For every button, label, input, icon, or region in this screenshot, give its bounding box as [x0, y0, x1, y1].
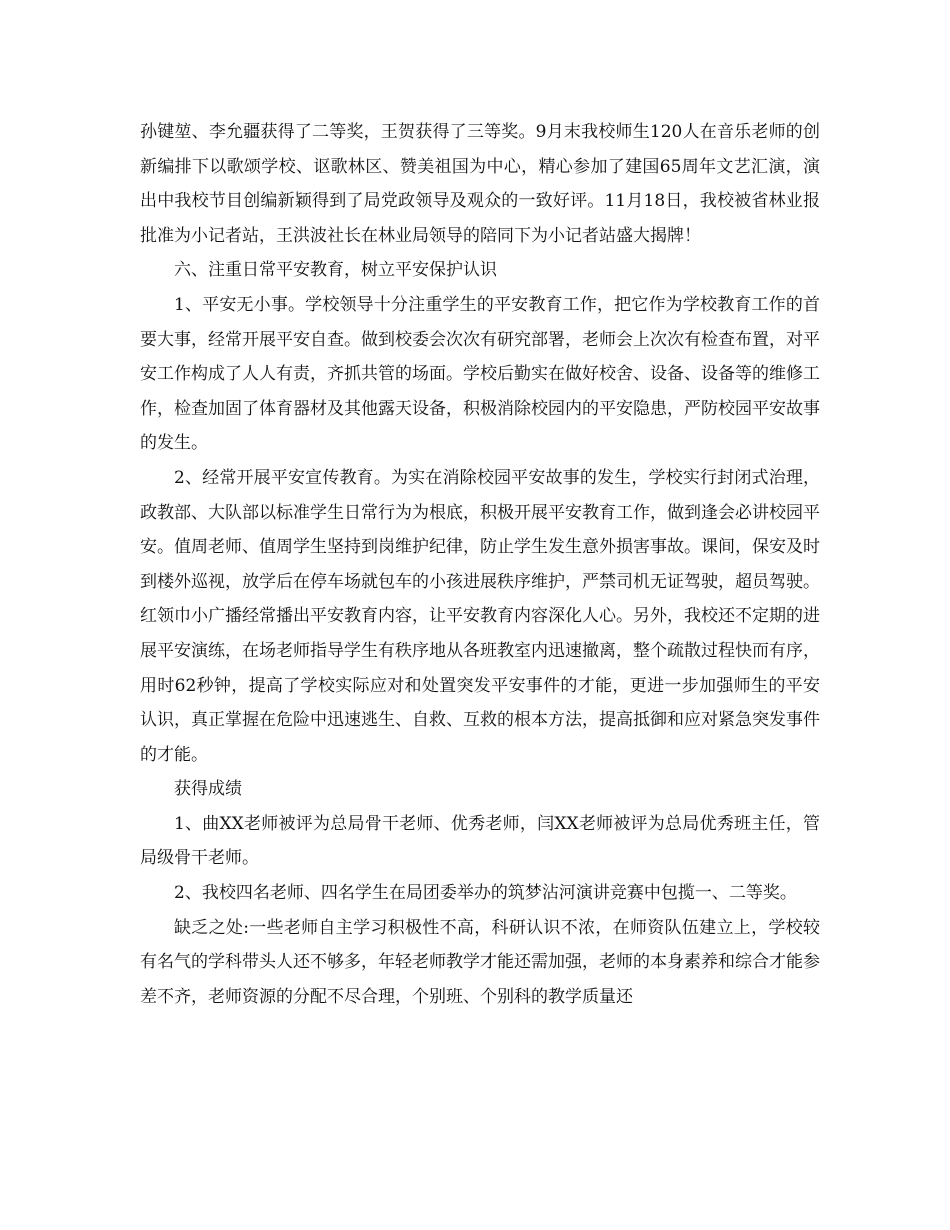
- section-heading-achievements: 获得成绩: [174, 779, 242, 800]
- paragraph-safety-publicity: 2、经常开展平安宣传教育。为实在消除校园平安故事的发生，学校实行封闭式治理，政教部、大队部以标准学生日常行为为根底，积极开展平安教育工作，做到逢会必讲校园平安。值周老师、值周学生坚持到岗维护纪律，防止学生发生意外损害事故。课间，保安及时到楼外巡视，放学后在停车场就包车的小孩进展秩序维护，严禁司机无证驾驶，超员驾驶。红领巾小广播经常播出平安教育内容，让平安教育内容深化人心。另外，我校还不定期的进展平安演练，在场老师指导学生有秩序地从各班教室内迅速撤离，整个疏散过程快而有序，用时62秒钟，提高了学校实际应对和处置突发平安事件的才能，更进一步加强师生的平安认识，真正掌握在危险中迅速逃生、自救、互救的根本方法，提高抵御和应对紧急突发事件的才能。: [140, 467, 820, 765]
- document-page: [140, 115, 820, 1014]
- paragraph-safety-no-small-matter: 1、平安无小事。学校领导十分注重学生的平安教育工作，把它作为学校教育工作的首要大事，经常开展平安自查。做到校委会次次有研究部署，老师会上次次有检查布置，对平安工作构成了人人有责，齐抓共管的场面。学校后勤实在做好校舍、设备、设备等的维修工作，检查加固了体育器材及其他露天设备，积极消除校园内的平安隐患，严防校园平安故事的发生。: [140, 294, 820, 454]
- paragraph-achievement-teachers: 1、曲XX老师被评为总局骨干老师、优秀老师，闫XX老师被评为总局优秀班主任，管局级骨干老师。: [140, 813, 820, 869]
- paragraph-shortcomings: 缺乏之处:一些老师自主学习积极性不高，科研认识不浓，在师资队伍建立上，学校较有名气的学科带头人还不够多，年轻老师教学才能还需加强，老师的本身素养和综合才能参差不齐，老师资源的分配不尽合理，个别班、个别科的教学质量还: [140, 917, 820, 1007]
- paragraph-achievement-speech-contest: 2、我校四名老师、四名学生在局团委举办的筑梦沾河演讲竞赛中包揽一、二等奖。: [174, 883, 797, 904]
- section-heading-safety-education: 六、注重日常平安教育，树立平安保护认识: [174, 260, 497, 281]
- paragraph-award-continuation: 孙键堃、李允疆获得了二等奖，王贺获得了三等奖。9月末我校师生120人在音乐老师的创新编排下以歌颂学校、讴歌林区、赞美祖国为中心，精心参加了建国65周年文艺汇演，演出中我校节目创编新颖得到了局党政领导及观众的一致好评。11月18日，我校被省林业报批准为小记者站，王洪波社长在林业局领导的陪同下为小记者站盛大揭牌！: [140, 122, 820, 246]
